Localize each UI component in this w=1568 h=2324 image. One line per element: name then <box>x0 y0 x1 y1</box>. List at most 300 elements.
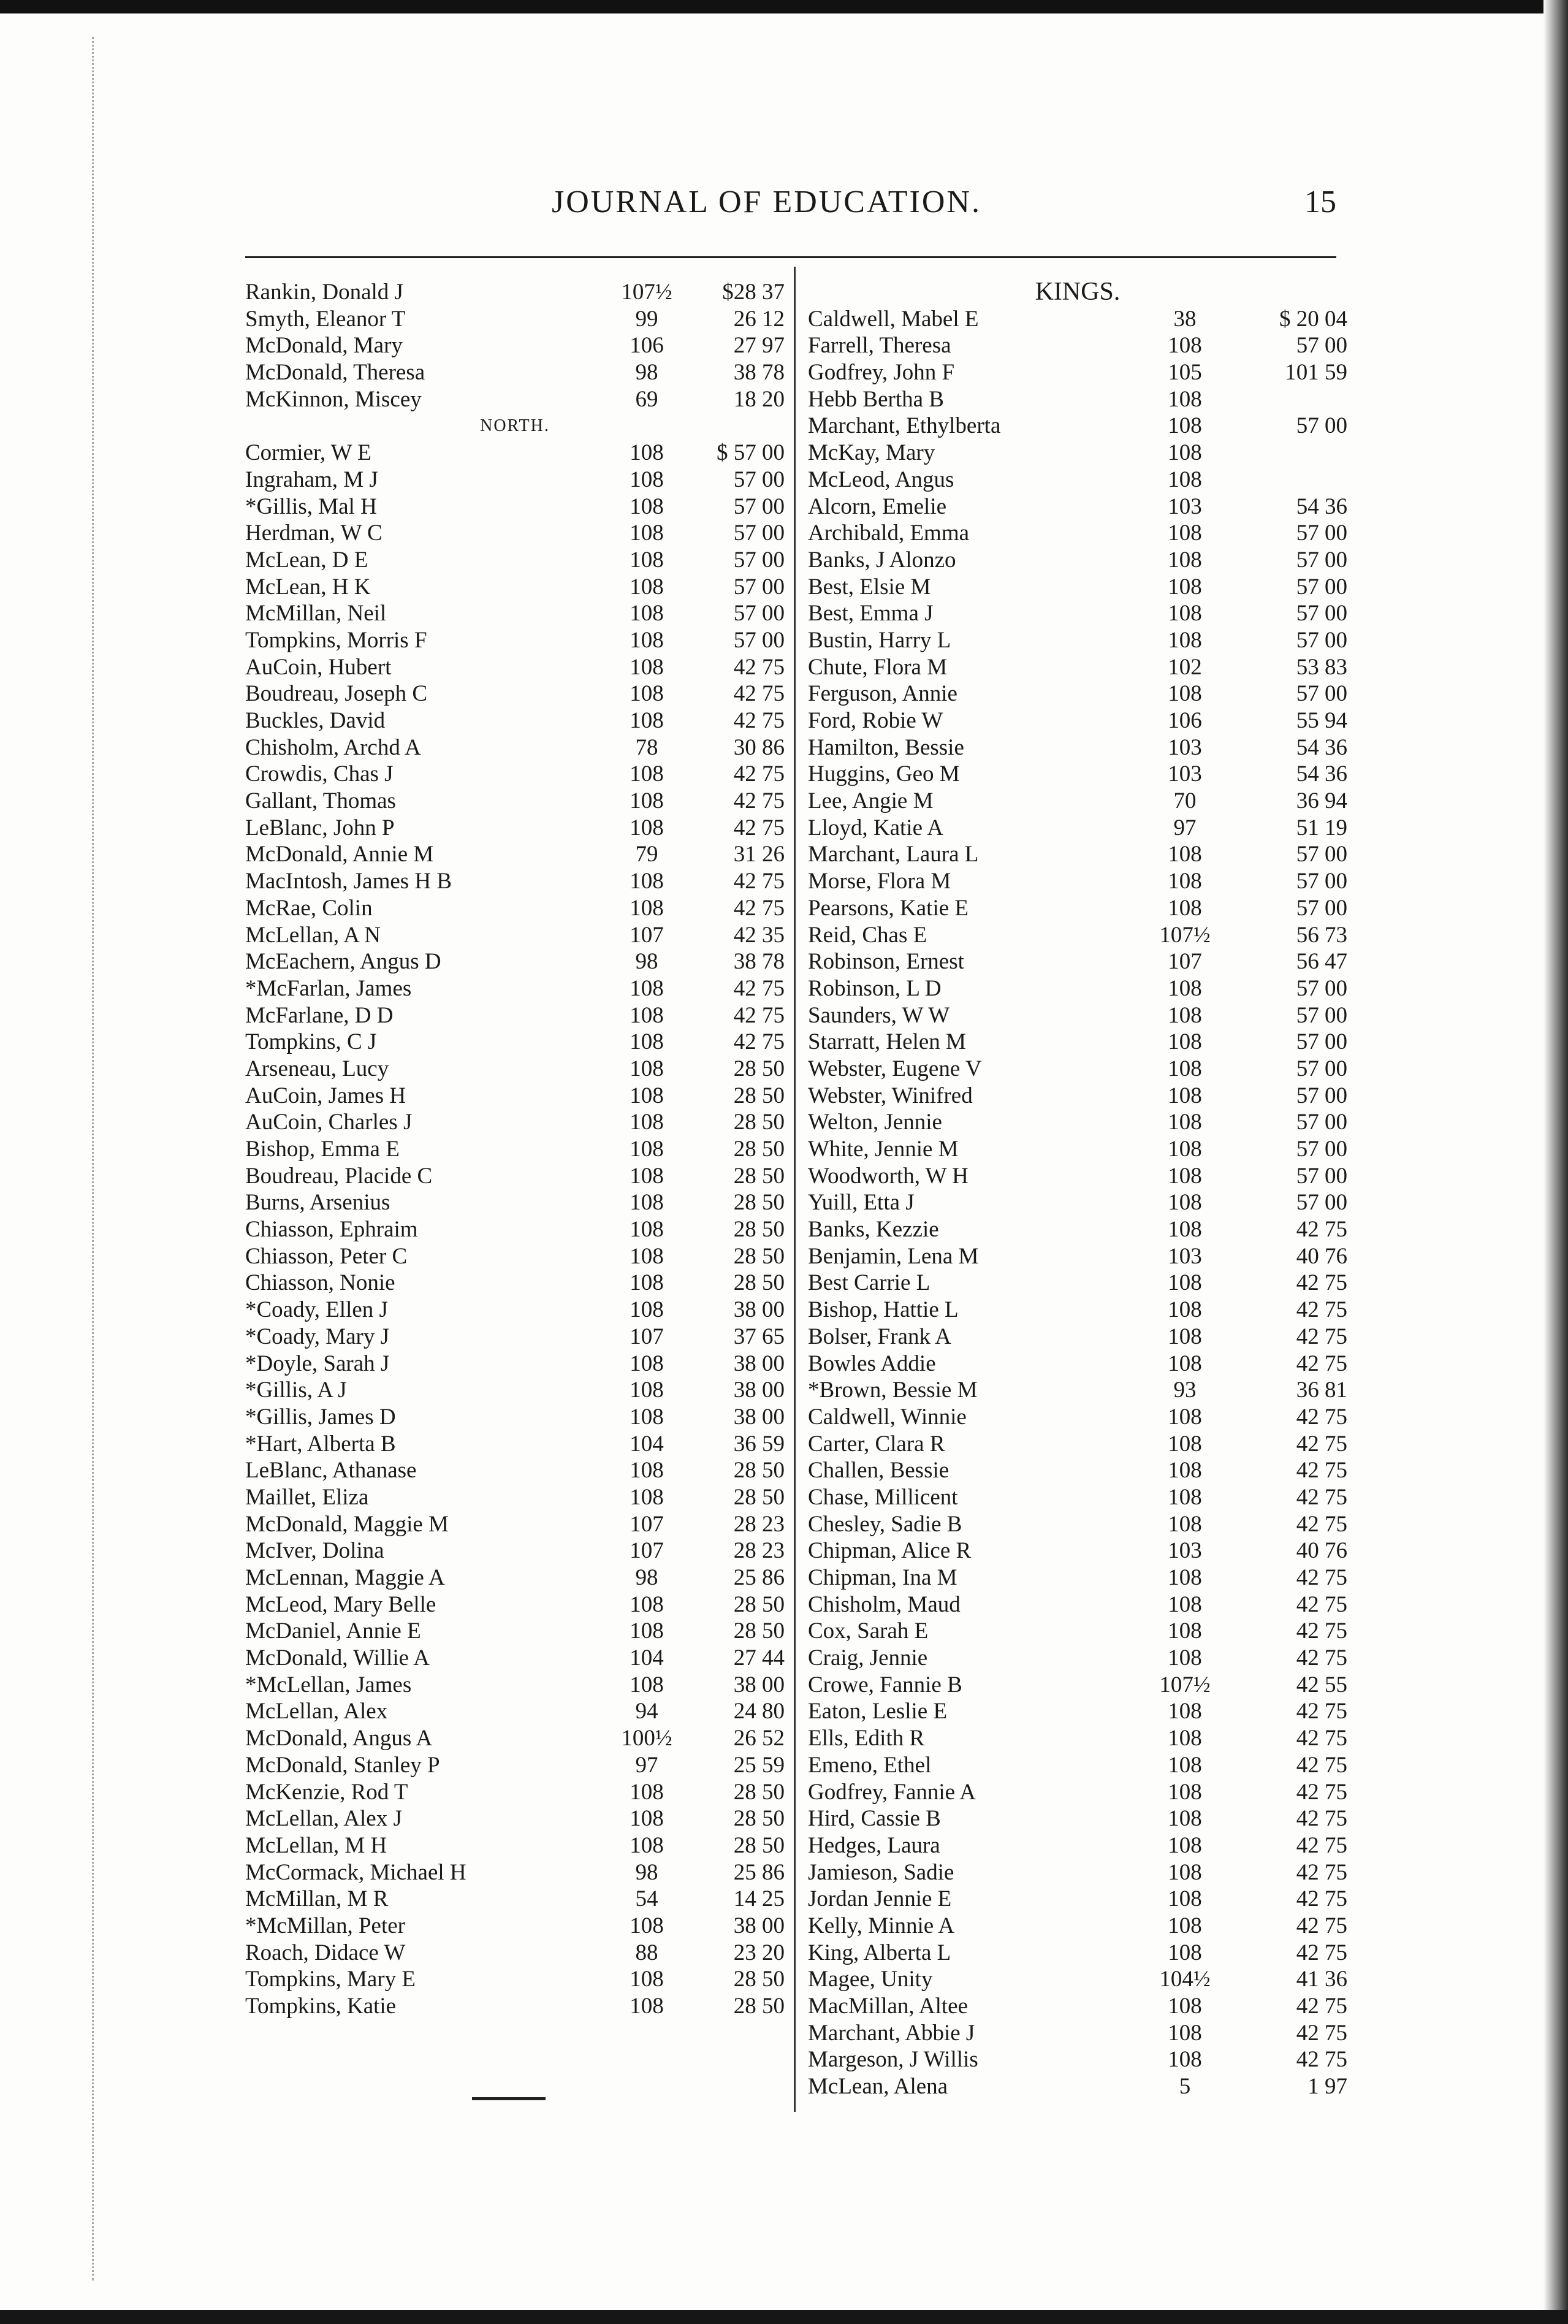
days-taught: 108 <box>1168 413 1202 439</box>
table-row <box>808 493 1347 520</box>
grant-amount: 42 75 <box>733 815 785 840</box>
grant-amount: 42 75 <box>1296 1351 1347 1376</box>
teacher-name: *McFarlan, James <box>245 975 412 1001</box>
teacher-name: Caldwell, Mabel E <box>808 306 979 332</box>
days-taught: 108 <box>1168 333 1202 359</box>
grant-amount: 14 25 <box>733 1886 785 1912</box>
grant-amount: 54 36 <box>1296 761 1347 787</box>
grant-amount: 25 59 <box>733 1752 785 1778</box>
teacher-name: Yuill, Etta J <box>808 1190 915 1216</box>
grant-amount: 42 75 <box>1296 1511 1347 1537</box>
teacher-name: Maillet, Eliza <box>245 1484 369 1510</box>
teacher-name: *McLellan, James <box>245 1672 412 1697</box>
grant-amount: 54 36 <box>1296 734 1347 760</box>
teacher-name: Boudreau, Joseph C <box>245 681 427 707</box>
grant-amount: 40 76 <box>1296 1243 1347 1269</box>
days-taught: 107 <box>630 1538 664 1564</box>
grant-amount: 38 00 <box>733 1377 785 1403</box>
teacher-name: Chipman, Ina M <box>808 1565 957 1590</box>
teacher-name: Ingraham, M J <box>245 467 378 492</box>
days-taught: 107 <box>630 1511 664 1537</box>
days-taught: 108 <box>1168 2020 1202 2046</box>
table-row <box>245 761 785 788</box>
days-taught: 108 <box>630 1083 664 1108</box>
table-row <box>245 1484 785 1511</box>
days-taught: 108 <box>1168 1110 1202 1135</box>
grant-amount: 57 00 <box>733 601 785 627</box>
table-row <box>245 1913 785 1940</box>
teacher-name: Webster, Winifred <box>808 1083 973 1108</box>
days-taught: 108 <box>1168 547 1202 573</box>
days-taught: 106 <box>630 333 664 359</box>
days-taught: 108 <box>1168 1565 1202 1590</box>
table-row <box>245 1645 785 1672</box>
table-row <box>808 574 1347 601</box>
table-row <box>808 1913 1347 1940</box>
table-row <box>245 359 785 386</box>
teacher-name: Webster, Eugene V <box>808 1056 982 1081</box>
days-taught: 94 <box>635 1699 658 1724</box>
table-row <box>245 493 785 520</box>
days-taught: 108 <box>1168 467 1202 492</box>
teacher-name: Arseneau, Lucy <box>245 1056 389 1081</box>
days-taught: 108 <box>1168 895 1202 921</box>
grant-amount: 28 50 <box>733 1779 785 1805</box>
days-taught: 108 <box>630 520 664 546</box>
grant-amount: 57 00 <box>1296 333 1347 359</box>
binding-margin-marks <box>92 37 97 2280</box>
grant-amount: 40 76 <box>1296 1538 1347 1564</box>
days-taught: 108 <box>1168 1056 1202 1081</box>
grant-amount: 38 00 <box>733 1351 785 1376</box>
table-row <box>245 1243 785 1270</box>
grant-amount: 25 86 <box>733 1859 785 1885</box>
days-taught: 108 <box>1168 975 1202 1001</box>
grant-amount: 1 97 <box>1307 2074 1347 2100</box>
days-taught: 108 <box>1168 627 1202 653</box>
days-taught: 108 <box>1168 1002 1202 1028</box>
days-taught: 108 <box>1168 842 1202 867</box>
grant-amount: 28 50 <box>733 1243 785 1269</box>
days-taught: 103 <box>1168 734 1202 760</box>
days-taught: 108 <box>1168 574 1202 600</box>
teacher-name: Chesley, Sadie B <box>808 1511 962 1537</box>
grant-amount: 36 81 <box>1296 1377 1347 1403</box>
table-row <box>245 1618 785 1645</box>
teacher-name: McCormack, Michael H <box>245 1859 466 1885</box>
days-taught: 78 <box>635 734 658 760</box>
table-row <box>245 1940 785 1967</box>
grant-amount: 42 75 <box>1296 1458 1347 1484</box>
page-number: 15 <box>1304 185 1336 219</box>
days-taught: 108 <box>630 975 664 1001</box>
column-divider <box>794 267 796 2112</box>
teacher-name: McEachern, Angus D <box>245 949 441 975</box>
table-row <box>808 1002 1347 1029</box>
table-row <box>808 1859 1347 1886</box>
table-row <box>808 1832 1347 1859</box>
teacher-name: Crowe, Fannie B <box>808 1672 962 1697</box>
grant-amount: 27 44 <box>733 1645 785 1671</box>
days-taught: 100½ <box>621 1726 672 1751</box>
days-taught: 108 <box>1168 1404 1202 1430</box>
days-taught: 106 <box>1168 708 1202 733</box>
table-row <box>808 1163 1347 1190</box>
table-row <box>245 680 785 707</box>
grant-amount: 57 00 <box>1296 601 1347 627</box>
table-row <box>808 1056 1347 1083</box>
days-taught: 103 <box>1168 493 1202 519</box>
teacher-name: Chase, Millicent <box>808 1484 958 1510</box>
grant-amount: 28 50 <box>733 1832 785 1858</box>
teacher-name: Chiasson, Peter C <box>245 1243 408 1269</box>
table-row <box>808 2073 1347 2100</box>
grant-amount: $28 37 <box>722 280 785 305</box>
left-column <box>245 279 785 2020</box>
grant-amount: 28 50 <box>733 1110 785 1135</box>
teacher-name: Banks, J Alonzo <box>808 547 956 573</box>
table-row <box>245 386 785 413</box>
teacher-name: McLeod, Mary Belle <box>245 1591 436 1617</box>
days-taught: 108 <box>630 1779 664 1805</box>
teacher-name: *Brown, Bessie M <box>808 1377 978 1403</box>
grant-amount: 28 50 <box>733 1190 785 1216</box>
days-taught: 99 <box>635 306 658 332</box>
days-taught: 108 <box>630 493 664 519</box>
days-taught: 108 <box>630 1163 664 1189</box>
teacher-name: *Coady, Ellen J <box>245 1297 388 1323</box>
grant-amount: 42 75 <box>1296 1565 1347 1590</box>
table-row <box>808 306 1347 333</box>
grant-amount: 31 26 <box>733 842 785 867</box>
days-taught: 108 <box>630 1297 664 1323</box>
grant-amount: 42 75 <box>1296 2020 1347 2046</box>
table-row <box>245 1163 785 1190</box>
section-heading-kings: KINGS. <box>1035 278 1121 306</box>
grant-amount: 57 00 <box>1296 520 1347 546</box>
table-row <box>245 440 785 467</box>
days-taught: 108 <box>1168 601 1202 627</box>
teacher-name: McMillan, M R <box>245 1886 389 1912</box>
table-row <box>808 1993 1347 2020</box>
teacher-name: Robinson, Ernest <box>808 949 964 975</box>
table-row <box>245 1672 785 1699</box>
days-taught: 103 <box>1168 1243 1202 1269</box>
days-taught: 108 <box>630 1243 664 1269</box>
teacher-name: McLean, H K <box>245 574 371 600</box>
page-header <box>245 184 1336 233</box>
table-row <box>245 841 785 868</box>
table-row <box>808 788 1347 815</box>
grant-amount: 38 78 <box>733 949 785 975</box>
table-row <box>245 1832 785 1859</box>
grant-amount: 57 00 <box>1296 627 1347 653</box>
table-row <box>245 1109 785 1136</box>
days-taught: 108 <box>630 440 664 466</box>
page-right-edge <box>1543 0 1568 2324</box>
days-taught: 108 <box>1168 1618 1202 1644</box>
teacher-name: Best, Elsie M <box>808 574 931 600</box>
page-bottom-edge <box>0 2310 1568 2324</box>
teacher-name: McMillan, Neil <box>245 601 387 627</box>
days-taught: 108 <box>630 654 664 680</box>
grant-amount: 57 00 <box>1296 413 1347 439</box>
table-row <box>808 1752 1347 1779</box>
teacher-name: Bishop, Emma E <box>245 1137 400 1162</box>
teacher-name: *Doyle, Sarah J <box>245 1351 390 1376</box>
teacher-name: Hebb Bertha B <box>808 386 944 412</box>
days-taught: 108 <box>630 1591 664 1617</box>
teacher-name: Hird, Cassie B <box>808 1806 941 1832</box>
days-taught: 108 <box>1168 1431 1202 1457</box>
teacher-name: Jamieson, Sadie <box>808 1859 954 1885</box>
table-row <box>808 440 1347 467</box>
grant-amount: 57 00 <box>1296 1110 1347 1135</box>
teacher-name: Godfrey, John F <box>808 360 955 386</box>
days-taught: 108 <box>630 627 664 653</box>
table-row <box>245 1805 785 1832</box>
days-taught: 108 <box>1168 1726 1202 1751</box>
table-row <box>808 386 1347 413</box>
table-row <box>808 1805 1347 1832</box>
table-row <box>245 1511 785 1538</box>
teacher-name: King, Alberta L <box>808 1940 951 1965</box>
grant-amount: 57 00 <box>1296 975 1347 1001</box>
table-row <box>245 1859 785 1886</box>
table-row <box>245 600 785 627</box>
teacher-name: Saunders, W W <box>808 1002 950 1028</box>
teacher-name: McLellan, M H <box>245 1832 387 1858</box>
days-taught: 108 <box>630 1484 664 1510</box>
grant-amount: 24 80 <box>733 1699 785 1724</box>
section-heading-north: NORTH. <box>480 416 550 436</box>
table-row <box>245 975 785 1002</box>
days-taught: 108 <box>1168 1779 1202 1805</box>
grant-amount: 56 73 <box>1296 922 1347 948</box>
teacher-name: McRae, Colin <box>245 895 373 921</box>
teacher-name: Herdman, W C <box>245 520 382 546</box>
days-taught: 108 <box>630 815 664 840</box>
grant-amount: 25 86 <box>733 1565 785 1590</box>
table-row <box>245 279 785 306</box>
teacher-name: McLean, Alena <box>808 2074 948 2100</box>
days-taught: 103 <box>1168 1538 1202 1564</box>
table-row <box>245 1377 785 1404</box>
teacher-name: Ferguson, Annie <box>808 681 957 707</box>
grant-amount: 41 36 <box>1296 1967 1347 1992</box>
days-taught: 108 <box>1168 1940 1202 1965</box>
days-taught: 108 <box>630 1029 664 1055</box>
grant-amount: 57 00 <box>1296 1083 1347 1108</box>
days-taught: 70 <box>1173 788 1197 814</box>
days-taught: 108 <box>1168 386 1202 412</box>
table-row <box>808 922 1347 949</box>
table-row <box>808 1591 1347 1618</box>
grant-amount: 57 00 <box>1296 869 1347 894</box>
days-taught: 108 <box>1168 1458 1202 1484</box>
teacher-name: Best, Emma J <box>808 601 934 627</box>
grant-amount: 42 75 <box>1296 1913 1347 1938</box>
grant-amount: 26 52 <box>733 1726 785 1751</box>
table-row <box>808 2046 1347 2073</box>
grant-amount: 57 00 <box>733 520 785 546</box>
days-taught: 108 <box>630 895 664 921</box>
grant-amount: 57 00 <box>1296 1190 1347 1216</box>
grant-amount: 42 75 <box>733 708 785 733</box>
teacher-name: McDonald, Theresa <box>245 360 425 386</box>
teacher-name: McIver, Dolina <box>245 1538 384 1564</box>
days-taught: 108 <box>630 1137 664 1162</box>
grant-amount: 42 75 <box>1296 1270 1347 1296</box>
grant-amount: 42 75 <box>1296 1859 1347 1885</box>
days-taught: 88 <box>635 1940 658 1965</box>
grant-amount: 23 20 <box>733 1940 785 1965</box>
table-row <box>245 1083 785 1110</box>
grant-amount: 42 75 <box>733 869 785 894</box>
teacher-name: Tompkins, C J <box>245 1029 377 1055</box>
table-row <box>808 627 1347 654</box>
table-row <box>808 841 1347 868</box>
days-taught: 108 <box>630 1672 664 1697</box>
table-row <box>245 734 785 761</box>
teacher-name: Burns, Arsenius <box>245 1190 390 1216</box>
days-taught: 108 <box>630 1377 664 1403</box>
table-row <box>808 1645 1347 1672</box>
grant-amount: 42 75 <box>1296 1324 1347 1349</box>
teacher-name: AuCoin, Charles J <box>245 1110 413 1135</box>
table-row <box>808 359 1347 386</box>
teacher-name: Bolser, Frank A <box>808 1324 951 1349</box>
days-taught: 104½ <box>1159 1967 1211 1992</box>
grant-amount: 42 75 <box>1296 1779 1347 1805</box>
days-taught: 69 <box>635 386 658 412</box>
teacher-name: Chisholm, Archd A <box>245 734 421 760</box>
table-row <box>245 1591 785 1618</box>
table-row <box>245 1725 785 1752</box>
teacher-name: Craig, Jennie <box>808 1645 928 1671</box>
teacher-name: Challen, Bessie <box>808 1458 950 1484</box>
days-taught: 108 <box>630 1002 664 1028</box>
grant-amount: 57 00 <box>1296 681 1347 707</box>
teacher-name: Hedges, Laura <box>808 1832 940 1858</box>
days-taught: 107 <box>1168 949 1202 975</box>
teacher-name: McLellan, Alex <box>245 1699 388 1724</box>
grant-amount: 42 75 <box>1296 1297 1347 1323</box>
days-taught: 97 <box>1173 815 1197 840</box>
grant-amount: 28 50 <box>733 1618 785 1644</box>
grant-amount: 28 23 <box>733 1511 785 1537</box>
grant-amount: 51 19 <box>1296 815 1347 840</box>
days-taught: 104 <box>630 1431 664 1457</box>
days-taught: 108 <box>630 1217 664 1243</box>
days-taught: 108 <box>630 1351 664 1376</box>
days-taught: 105 <box>1168 360 1202 386</box>
table-row <box>808 948 1347 975</box>
teacher-name: LeBlanc, Athanase <box>245 1458 417 1484</box>
teacher-name: *McMillan, Peter <box>245 1913 406 1938</box>
table-row <box>245 467 785 493</box>
teacher-name: Lee, Angie M <box>808 788 934 814</box>
teacher-name: Huggins, Geo M <box>808 761 960 787</box>
grant-amount: 42 75 <box>1296 1752 1347 1778</box>
table-row <box>808 680 1347 707</box>
teacher-name: Morse, Flora M <box>808 869 951 894</box>
teacher-name: *Coady, Mary J <box>245 1324 389 1349</box>
teacher-name: Banks, Kezzie <box>808 1217 939 1243</box>
table-row <box>808 600 1347 627</box>
table-row <box>808 1351 1347 1377</box>
grant-amount: 42 75 <box>1296 2047 1347 2073</box>
teacher-name: Godfrey, Fannie A <box>808 1779 976 1805</box>
table-row <box>808 1725 1347 1752</box>
grant-amount: 42 35 <box>733 922 785 948</box>
grant-amount: 42 75 <box>1296 1940 1347 1965</box>
grant-amount: 28 50 <box>733 1083 785 1108</box>
days-taught: 107 <box>630 922 664 948</box>
table-row <box>808 1377 1347 1404</box>
grant-amount: 53 83 <box>1296 654 1347 680</box>
days-taught: 108 <box>1168 1484 1202 1510</box>
days-taught: 108 <box>1168 1994 1202 2019</box>
table-row <box>245 1966 785 1993</box>
days-taught: 108 <box>1168 1699 1202 1724</box>
teacher-name: McDonald, Mary <box>245 333 403 359</box>
teacher-name: Benjamin, Lena M <box>808 1243 979 1269</box>
teacher-name: Hamilton, Bessie <box>808 734 964 760</box>
table-row <box>245 948 785 975</box>
grant-amount: 42 75 <box>733 1029 785 1055</box>
table-row <box>808 868 1347 895</box>
teacher-name: Farrell, Theresa <box>808 333 951 359</box>
days-taught: 108 <box>1168 1511 1202 1537</box>
table-row <box>245 1216 785 1243</box>
grant-amount: 28 23 <box>733 1538 785 1564</box>
days-taught: 54 <box>635 1886 658 1912</box>
table-row <box>245 1056 785 1083</box>
teacher-name: McDonald, Maggie M <box>245 1511 449 1537</box>
teacher-name: McDonald, Willie A <box>245 1645 430 1671</box>
table-row <box>808 413 1347 440</box>
teacher-name: MacIntosh, James H B <box>245 869 452 894</box>
table-row <box>808 1324 1347 1351</box>
grant-amount: 57 00 <box>1296 1002 1347 1028</box>
table-row <box>808 1698 1347 1725</box>
teacher-name: McKay, Mary <box>808 440 935 466</box>
teacher-name: Marchant, Abbie J <box>808 2020 975 2046</box>
days-taught: 108 <box>630 601 664 627</box>
days-taught: 108 <box>1168 520 1202 546</box>
days-taught: 98 <box>635 1565 658 1590</box>
grant-amount: 57 00 <box>1296 1029 1347 1055</box>
days-taught: 102 <box>1168 654 1202 680</box>
grant-amount: 56 47 <box>1296 949 1347 975</box>
grant-amount: 42 75 <box>1296 1431 1347 1457</box>
table-row <box>245 520 785 547</box>
teacher-name: Carter, Clara R <box>808 1431 945 1457</box>
grant-amount: 42 75 <box>733 761 785 787</box>
teacher-name: White, Jennie M <box>808 1137 959 1162</box>
teacher-name: Welton, Jennie <box>808 1110 942 1135</box>
teacher-name: Ford, Robie W <box>808 708 943 733</box>
teacher-name: MacMillan, Altee <box>808 1994 968 2019</box>
table-row <box>245 1564 785 1591</box>
days-taught: 108 <box>1168 1297 1202 1323</box>
table-row <box>245 306 785 333</box>
teacher-name: Cormier, W E <box>245 440 371 466</box>
days-taught: 108 <box>630 708 664 733</box>
grant-amount: 28 50 <box>733 1591 785 1617</box>
teacher-name: McDonald, Annie M <box>245 842 434 867</box>
